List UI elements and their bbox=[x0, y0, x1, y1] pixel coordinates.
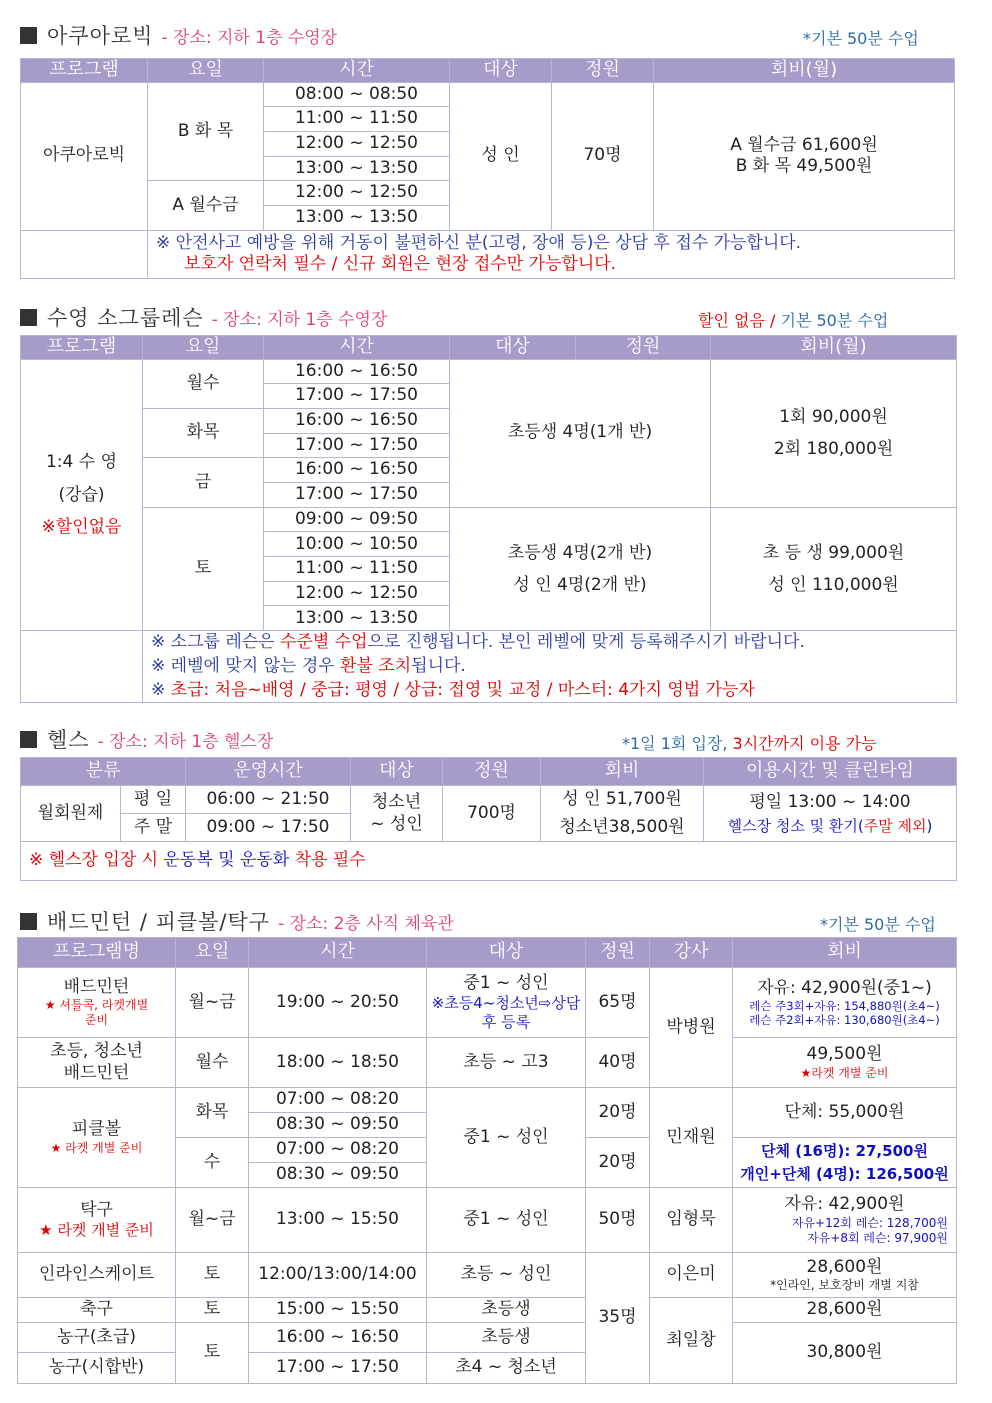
note-line bbox=[151, 655, 956, 679]
capacity-cell: 20명 bbox=[586, 1138, 650, 1188]
note-text: ※ 소그룹 레슨은 bbox=[151, 632, 280, 653]
time-cell: 08:00 ~ 08:50 bbox=[264, 82, 450, 107]
time-cell: 17:00 ~ 17:50 bbox=[264, 433, 450, 458]
day-cell: 월수 bbox=[176, 1038, 249, 1088]
target-cell: 초등 ~ 고3 bbox=[427, 1038, 586, 1088]
time-cell: 07:00 ~ 08:20 bbox=[249, 1088, 427, 1113]
program-name: 농구(시합반) bbox=[18, 1353, 176, 1384]
program-cell bbox=[18, 1188, 176, 1253]
target-line: 초등생 4명(2개 반) bbox=[507, 542, 653, 563]
aerobics-section-title bbox=[20, 20, 337, 50]
capacity-cell: 50명 bbox=[586, 1188, 650, 1253]
header-capacity: 정원 bbox=[552, 59, 654, 83]
time-cell: 13:00 ~ 13:50 bbox=[264, 205, 450, 230]
day-cell: B 화 목 bbox=[148, 82, 264, 181]
clean-time-cell bbox=[704, 786, 957, 842]
program-sub: ★ 라켓 개별 준비 bbox=[39, 1221, 154, 1240]
fee-line: 2회 180,000원 bbox=[773, 439, 894, 460]
fee-line: 자유+12회 레슨: 128,700원 bbox=[791, 1215, 948, 1230]
note-text: ※ 레벨에 맞지 않는 경우 bbox=[151, 655, 341, 676]
swim-note bbox=[698, 308, 888, 331]
header-target: 대상 bbox=[427, 938, 586, 968]
header-instructor: 강사 bbox=[650, 938, 733, 968]
section-location: - 장소: 지하 1층 수영장 bbox=[211, 310, 388, 330]
swim-section-title bbox=[20, 302, 387, 332]
note-text: 착용 필수 bbox=[289, 850, 366, 871]
swim-table bbox=[20, 335, 957, 703]
day-cell: 화목 bbox=[143, 408, 264, 457]
notes-cell bbox=[21, 842, 957, 881]
fee-cell bbox=[654, 82, 955, 230]
section-title: 아쿠아로빅 bbox=[47, 24, 154, 48]
fee-cell bbox=[733, 1188, 957, 1253]
time-cell: 06:00 ~ 21:50 bbox=[186, 786, 351, 814]
time-cell: 10:00 ~ 10:50 bbox=[264, 532, 450, 557]
note-line: ※ 안전사고 예방을 위해 거동이 불편하신 분(고령, 장애 등)은 상담 후 접수 가능합니다. bbox=[156, 232, 802, 253]
header-day: 요일 bbox=[148, 59, 264, 83]
fee-line: 1회 90,000원 bbox=[779, 406, 888, 427]
fee-line: 자유+8회 레슨: 97,900원 bbox=[807, 1230, 948, 1245]
fee-cell bbox=[733, 1138, 957, 1188]
note-line: 보호자 연락처 필수 / 신규 회원은 현장 접수만 가능합니다. bbox=[184, 254, 617, 275]
note-text: ※ bbox=[151, 679, 171, 700]
day-cell: 금 bbox=[143, 458, 264, 507]
time-cell: 11:00 ~ 11:50 bbox=[264, 557, 450, 582]
header-target: 대상 bbox=[450, 59, 552, 83]
time-cell: 19:00 ~ 20:50 bbox=[249, 968, 427, 1038]
time-cell: 15:00 ~ 15:50 bbox=[249, 1298, 427, 1323]
program-name: 피클볼 bbox=[71, 1119, 122, 1140]
capacity-cell: 700명 bbox=[443, 786, 541, 842]
header-fee: 회비 bbox=[733, 938, 957, 968]
day-cell: A 월수금 bbox=[148, 181, 264, 230]
header-target: 대상 bbox=[351, 758, 443, 786]
instructor-cell: 박병원 bbox=[650, 968, 733, 1088]
header-program: 프로그램 bbox=[21, 336, 143, 360]
fee-line: 청소년38,500원 bbox=[559, 816, 685, 837]
fee-cell: 단체: 55,000원 bbox=[733, 1088, 957, 1138]
note-text: 됩니다. bbox=[411, 655, 466, 676]
header-capacity: 정원 bbox=[586, 938, 650, 968]
header-program: 프로그램명 bbox=[18, 938, 176, 968]
header-fee: 회비(월) bbox=[654, 59, 955, 83]
target-cell bbox=[450, 507, 711, 630]
notes-cell bbox=[148, 230, 955, 278]
target-cell: 초4 ~ 청소년 bbox=[427, 1353, 586, 1384]
header-day: 요일 bbox=[176, 938, 249, 968]
category-cell: 월회원제 bbox=[21, 786, 121, 842]
fee-cell bbox=[711, 507, 957, 630]
fee-cell: 30,800원 bbox=[733, 1323, 957, 1384]
program-name: 인라인스케이트 bbox=[18, 1253, 176, 1298]
gym-table bbox=[20, 757, 957, 881]
fee-line: 개인+단체 (4명): 126,500원 bbox=[740, 1164, 949, 1183]
time-cell: 13:00 ~ 13:50 bbox=[264, 606, 450, 631]
day-cell: 토 bbox=[143, 507, 264, 630]
weekday-cell: 평 일 bbox=[121, 786, 186, 814]
note-line bbox=[151, 679, 956, 703]
fee-cell bbox=[541, 786, 704, 842]
section-location: - 장소: 2층 사직 체육관 bbox=[278, 914, 454, 934]
time-cell: 18:00 ~ 18:50 bbox=[249, 1038, 427, 1088]
capacity-cell: 70명 bbox=[552, 82, 654, 230]
class-length-note: 기본 50분 수업 bbox=[780, 311, 889, 330]
program-sub: ★ 셔틀콕, 라켓개별 준비 bbox=[44, 998, 149, 1028]
fee-line: 자유: 42,900원 bbox=[784, 1194, 905, 1215]
program-name: 초등, 청소년 배드민턴 bbox=[18, 1038, 176, 1088]
square-bullet-icon bbox=[20, 309, 37, 326]
aerobics-table bbox=[20, 58, 955, 279]
section-location: - 장소: 지하 1층 헬스장 bbox=[97, 732, 274, 752]
time-cell: 08:30 ~ 09:50 bbox=[249, 1113, 427, 1138]
header-time: 시간 bbox=[264, 336, 450, 360]
section-title: 헬스 bbox=[47, 728, 90, 752]
program-name: 아쿠아로빅 bbox=[21, 82, 148, 230]
day-cell: 토 bbox=[176, 1323, 249, 1384]
entry-note: *1일 1회 입장, bbox=[622, 734, 728, 753]
day-cell: 월~금 bbox=[176, 1188, 249, 1253]
program-cell bbox=[21, 359, 143, 631]
note-highlight: 운동복 및 운동화 bbox=[163, 850, 290, 871]
day-cell: 화목 bbox=[176, 1088, 249, 1138]
note-highlight: 초급: 처음~배영 / 중급: 평영 / 상급: 접영 및 교정 / 마스터: 4가지 영법 가능자 bbox=[170, 679, 755, 700]
fee-line: 49,500원 bbox=[806, 1044, 883, 1065]
target-cell: 중1 ~ 성인 bbox=[427, 1088, 586, 1188]
note-text: 으로 진행됩니다. 본인 레벨에 맞게 등록해주시기 바랍니다. bbox=[367, 632, 805, 653]
note-highlight: 환불 조치 bbox=[340, 655, 412, 676]
program-note: ※할인없음 bbox=[41, 516, 122, 537]
gym-note bbox=[622, 731, 877, 754]
instructor-cell: 최일창 bbox=[650, 1298, 733, 1384]
fee-note: ★라켓 개별 준비 bbox=[800, 1065, 889, 1080]
class-length-note: *기본 50분 수업 bbox=[803, 29, 919, 48]
header-time: 시간 bbox=[249, 938, 427, 968]
header-fee: 회비(월) bbox=[711, 336, 957, 360]
fee-line: 초 등 생 99,000원 bbox=[762, 542, 905, 563]
target-note: ※초등4~청소년⇨상담 후 등록 bbox=[431, 994, 581, 1032]
day-cell: 월수 bbox=[143, 359, 264, 408]
time-cell: 16:00 ~ 16:50 bbox=[264, 359, 450, 384]
target-line: 성 인 4명(2개 반) bbox=[513, 574, 647, 595]
day-cell: 토 bbox=[176, 1298, 249, 1323]
capacity-cell: 20명 bbox=[586, 1088, 650, 1138]
program-cell bbox=[18, 968, 176, 1038]
instructor-cell: 이은미 bbox=[650, 1253, 733, 1298]
no-discount-note: 할인 없음 / bbox=[698, 311, 776, 330]
sports-section-title bbox=[20, 906, 454, 936]
time-cell: 12:00 ~ 12:50 bbox=[264, 131, 450, 156]
time-cell: 12:00 ~ 12:50 bbox=[264, 581, 450, 606]
sports-table bbox=[17, 937, 957, 1384]
fee-note: *인라인, 보호장비 개별 지참 bbox=[770, 1278, 919, 1293]
fee-cell: 28,600원 bbox=[733, 1298, 957, 1323]
fee-b: B 화 목 49,500원 bbox=[735, 156, 873, 177]
square-bullet-icon bbox=[20, 27, 37, 44]
program-sub: ★ 라켓 개별 준비 bbox=[50, 1140, 143, 1155]
time-cell: 07:00 ~ 08:20 bbox=[249, 1138, 427, 1163]
fee-line: 성 인 51,700원 bbox=[562, 789, 682, 810]
clean-time: 평일 13:00 ~ 14:00 bbox=[749, 791, 911, 812]
header-clean-time: 이용시간 및 클린타임 bbox=[704, 758, 957, 786]
note-line bbox=[151, 631, 956, 655]
target-cell: 초등생 bbox=[427, 1323, 586, 1353]
time-cell: 17:00 ~ 17:50 bbox=[264, 384, 450, 409]
fee-line: 28,600원 bbox=[806, 1256, 883, 1277]
header-capacity: 정원 bbox=[443, 758, 541, 786]
header-capacity: 정원 bbox=[576, 336, 711, 360]
time-cell: 13:00 ~ 15:50 bbox=[249, 1188, 427, 1253]
header-day: 요일 bbox=[143, 336, 264, 360]
section-title: 수영 소그룹레슨 bbox=[47, 306, 204, 330]
section-title: 배드민턴 / 피클볼/탁구 bbox=[47, 910, 271, 934]
header-program: 프로그램 bbox=[21, 59, 148, 83]
square-bullet-icon bbox=[20, 913, 37, 930]
clean-exception: 주말 제외 bbox=[863, 817, 927, 835]
capacity-cell: 35명 bbox=[586, 1253, 650, 1384]
target-cell: 청소년~ 성인 bbox=[351, 786, 443, 842]
day-cell: 토 bbox=[176, 1253, 249, 1298]
target-cell: 중1 ~ 성인 bbox=[427, 1188, 586, 1253]
time-cell: 08:30 ~ 09:50 bbox=[249, 1163, 427, 1188]
instructor-cell: 민재원 bbox=[650, 1088, 733, 1188]
target-text: 중1 ~ 성인 bbox=[463, 973, 549, 994]
program-name: 축구 bbox=[18, 1298, 176, 1323]
program-name: 배드민턴 bbox=[63, 976, 130, 997]
program-name: 탁구 bbox=[80, 1200, 113, 1220]
target-cell: 성 인 bbox=[450, 82, 552, 230]
time-cell: 13:00 ~ 13:50 bbox=[264, 156, 450, 181]
fee-line: 단체 (16명): 27,500원 bbox=[761, 1142, 928, 1160]
header-category: 분류 bbox=[21, 758, 186, 786]
square-bullet-icon bbox=[20, 731, 37, 748]
time-cell: 12:00 ~ 12:50 bbox=[264, 181, 450, 206]
time-limit-note: 3시간까지 이용 가능 bbox=[732, 734, 877, 753]
time-cell: 17:00 ~ 17:50 bbox=[264, 482, 450, 507]
fee-cell bbox=[733, 968, 957, 1038]
day-cell: 월~금 bbox=[176, 968, 249, 1038]
fee-cell bbox=[711, 359, 957, 507]
time-cell: 12:00/13:00/14:00 bbox=[249, 1253, 427, 1298]
time-cell: 09:00 ~ 17:50 bbox=[186, 814, 351, 842]
class-length-note: *기본 50분 수업 bbox=[820, 915, 936, 934]
program-sub: (강습) bbox=[58, 484, 105, 505]
clean-note bbox=[704, 815, 956, 838]
fee-line: 레슨 주2회+자유: 130,680원(초4~) bbox=[749, 1013, 940, 1028]
fee-cell bbox=[733, 1253, 957, 1298]
notes-cell bbox=[143, 631, 957, 703]
header-hours: 운영시간 bbox=[186, 758, 351, 786]
header-fee: 회비 bbox=[541, 758, 704, 786]
target-cell: 초등생 bbox=[427, 1298, 586, 1323]
header-time: 시간 bbox=[264, 59, 450, 83]
instructor-cell: 임형묵 bbox=[650, 1188, 733, 1253]
time-cell: 17:00 ~ 17:50 bbox=[249, 1353, 427, 1384]
program-name: 1:4 수 영 bbox=[45, 452, 117, 473]
header-target: 대상 bbox=[450, 336, 576, 360]
day-cell: 수 bbox=[176, 1138, 249, 1188]
target-cell bbox=[427, 968, 586, 1038]
clean-text: 헬스장 청소 및 환기( bbox=[727, 817, 864, 835]
section-location: - 장소: 지하 1층 수영장 bbox=[161, 28, 338, 48]
time-cell: 16:00 ~ 16:50 bbox=[249, 1323, 427, 1353]
fee-a: A 월수금 61,600원 bbox=[730, 134, 878, 155]
gym-section-title bbox=[20, 724, 273, 754]
clean-text: ) bbox=[926, 817, 933, 835]
capacity-cell: 40명 bbox=[586, 1038, 650, 1088]
target-cell: 초등 ~ 성인 bbox=[427, 1253, 586, 1298]
time-cell: 16:00 ~ 16:50 bbox=[264, 458, 450, 483]
time-cell: 11:00 ~ 11:50 bbox=[264, 107, 450, 132]
fee-line: 자유: 42,900원(중1~) bbox=[757, 977, 932, 998]
note-highlight: 수준별 수업 bbox=[280, 632, 368, 653]
program-cell bbox=[18, 1088, 176, 1188]
time-cell: 09:00 ~ 09:50 bbox=[264, 507, 450, 532]
fee-line: 레슨 주3회+자유: 154,880원(초4~) bbox=[749, 998, 940, 1013]
note-text: ※ 헬스장 입장 시 bbox=[29, 850, 164, 871]
target-cell: 초등생 4명(1개 반) bbox=[450, 359, 711, 507]
fee-cell bbox=[733, 1038, 957, 1088]
fee-line: 성 인 110,000원 bbox=[768, 574, 899, 595]
program-name: 농구(초급) bbox=[18, 1323, 176, 1353]
time-cell: 16:00 ~ 16:50 bbox=[264, 408, 450, 433]
weekend-cell: 주 말 bbox=[121, 814, 186, 842]
capacity-cell: 65명 bbox=[586, 968, 650, 1038]
